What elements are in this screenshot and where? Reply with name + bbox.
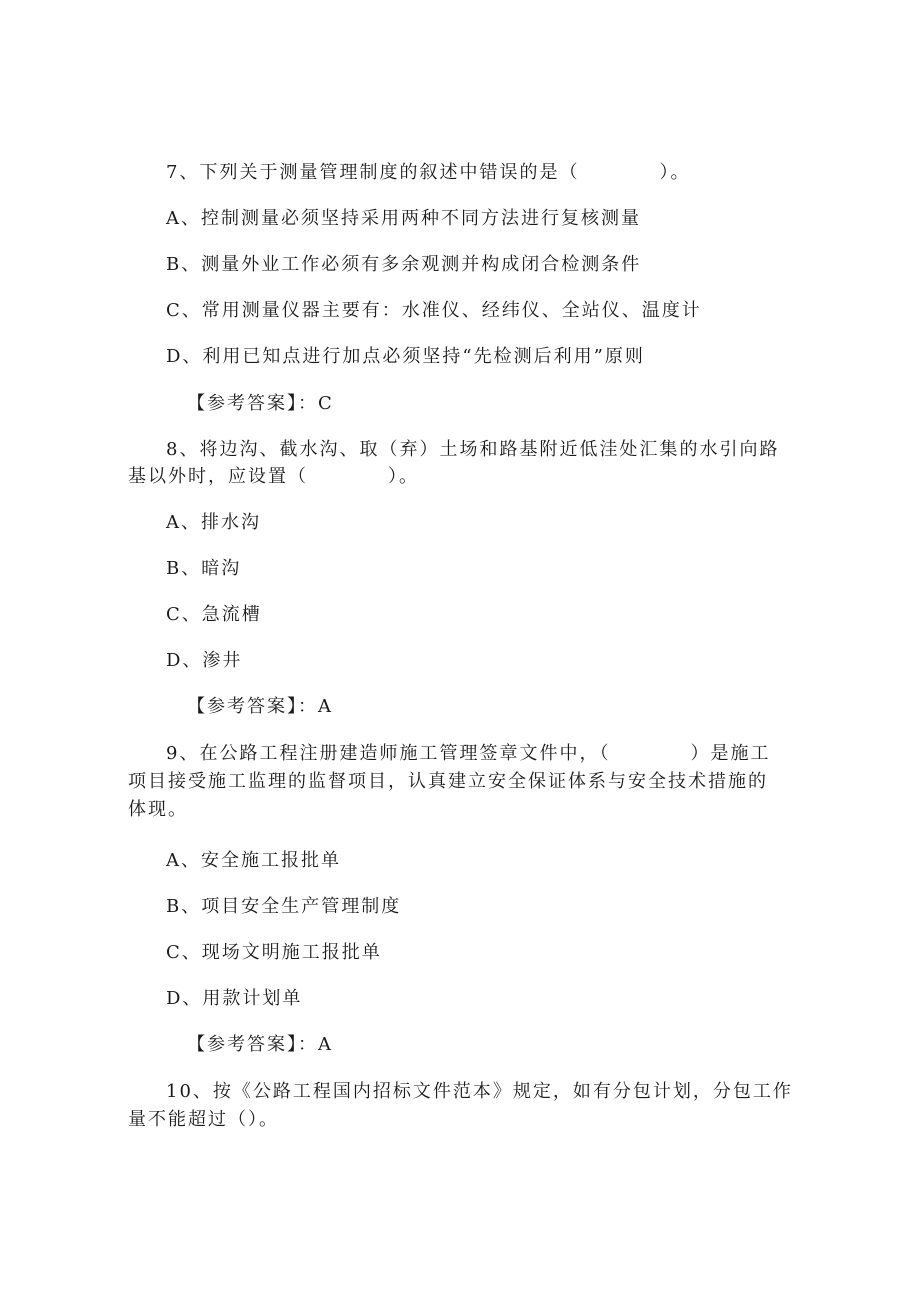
question-8-stem-line-2: 基以外时，应设置（ ）。 bbox=[128, 466, 419, 487]
question-9-stem-line-1: 9、在公路工程注册建造师施工管理签章文件中，（ ）是施工 bbox=[166, 743, 771, 764]
question-9-stem-line-3: 体现。 bbox=[128, 799, 188, 820]
question-8-option-b: B、暗沟 bbox=[166, 558, 242, 579]
question-8-option-c: C、急流槽 bbox=[166, 604, 262, 625]
question-7-option-b: B、测量外业工作必须有多余观测并构成闭合检测条件 bbox=[166, 254, 642, 275]
question-7-option-d: D、利用已知点进行加点必须坚持“先检测后利用”原则 bbox=[166, 346, 645, 367]
question-7-option-c: C、常用测量仪器主要有：水准仪、经纬仪、全站仪、温度计 bbox=[166, 300, 702, 321]
question-9-option-b: B、项目安全生产管理制度 bbox=[166, 896, 402, 917]
question-10-stem-line-1: 10、按《公路工程国内招标文件范本》规定，如有分包计划，分包工作 bbox=[166, 1081, 793, 1102]
question-9-option-c: C、现场文明施工报批单 bbox=[166, 942, 382, 963]
question-10-stem-line-2: 量不能超过（）。 bbox=[128, 1109, 279, 1130]
question-8-answer: 【参考答案】：A bbox=[187, 696, 333, 717]
question-9-answer: 【参考答案】：A bbox=[187, 1034, 333, 1055]
question-8-option-a: A、排水沟 bbox=[166, 512, 261, 533]
question-9-option-a: A、安全施工报批单 bbox=[166, 850, 341, 871]
question-8-option-d: D、渗井 bbox=[166, 650, 243, 671]
question-7-stem: 7、下列关于测量管理制度的叙述中错误的是（ ）。 bbox=[166, 162, 691, 183]
question-9-stem-line-2: 项目接受施工监理的监督项目，认真建立安全保证体系与安全技术措施的 bbox=[128, 771, 768, 792]
question-7-answer: 【参考答案】：C bbox=[187, 393, 334, 414]
question-8-stem-line-1: 8、将边沟、截水沟、取（弃）土场和路基附近低洼处汇集的水引向路 bbox=[166, 439, 780, 460]
question-7-option-a: A、控制测量必须坚持采用两种不同方法进行复核测量 bbox=[166, 208, 641, 229]
question-9-option-d: D、用款计划单 bbox=[166, 988, 303, 1009]
